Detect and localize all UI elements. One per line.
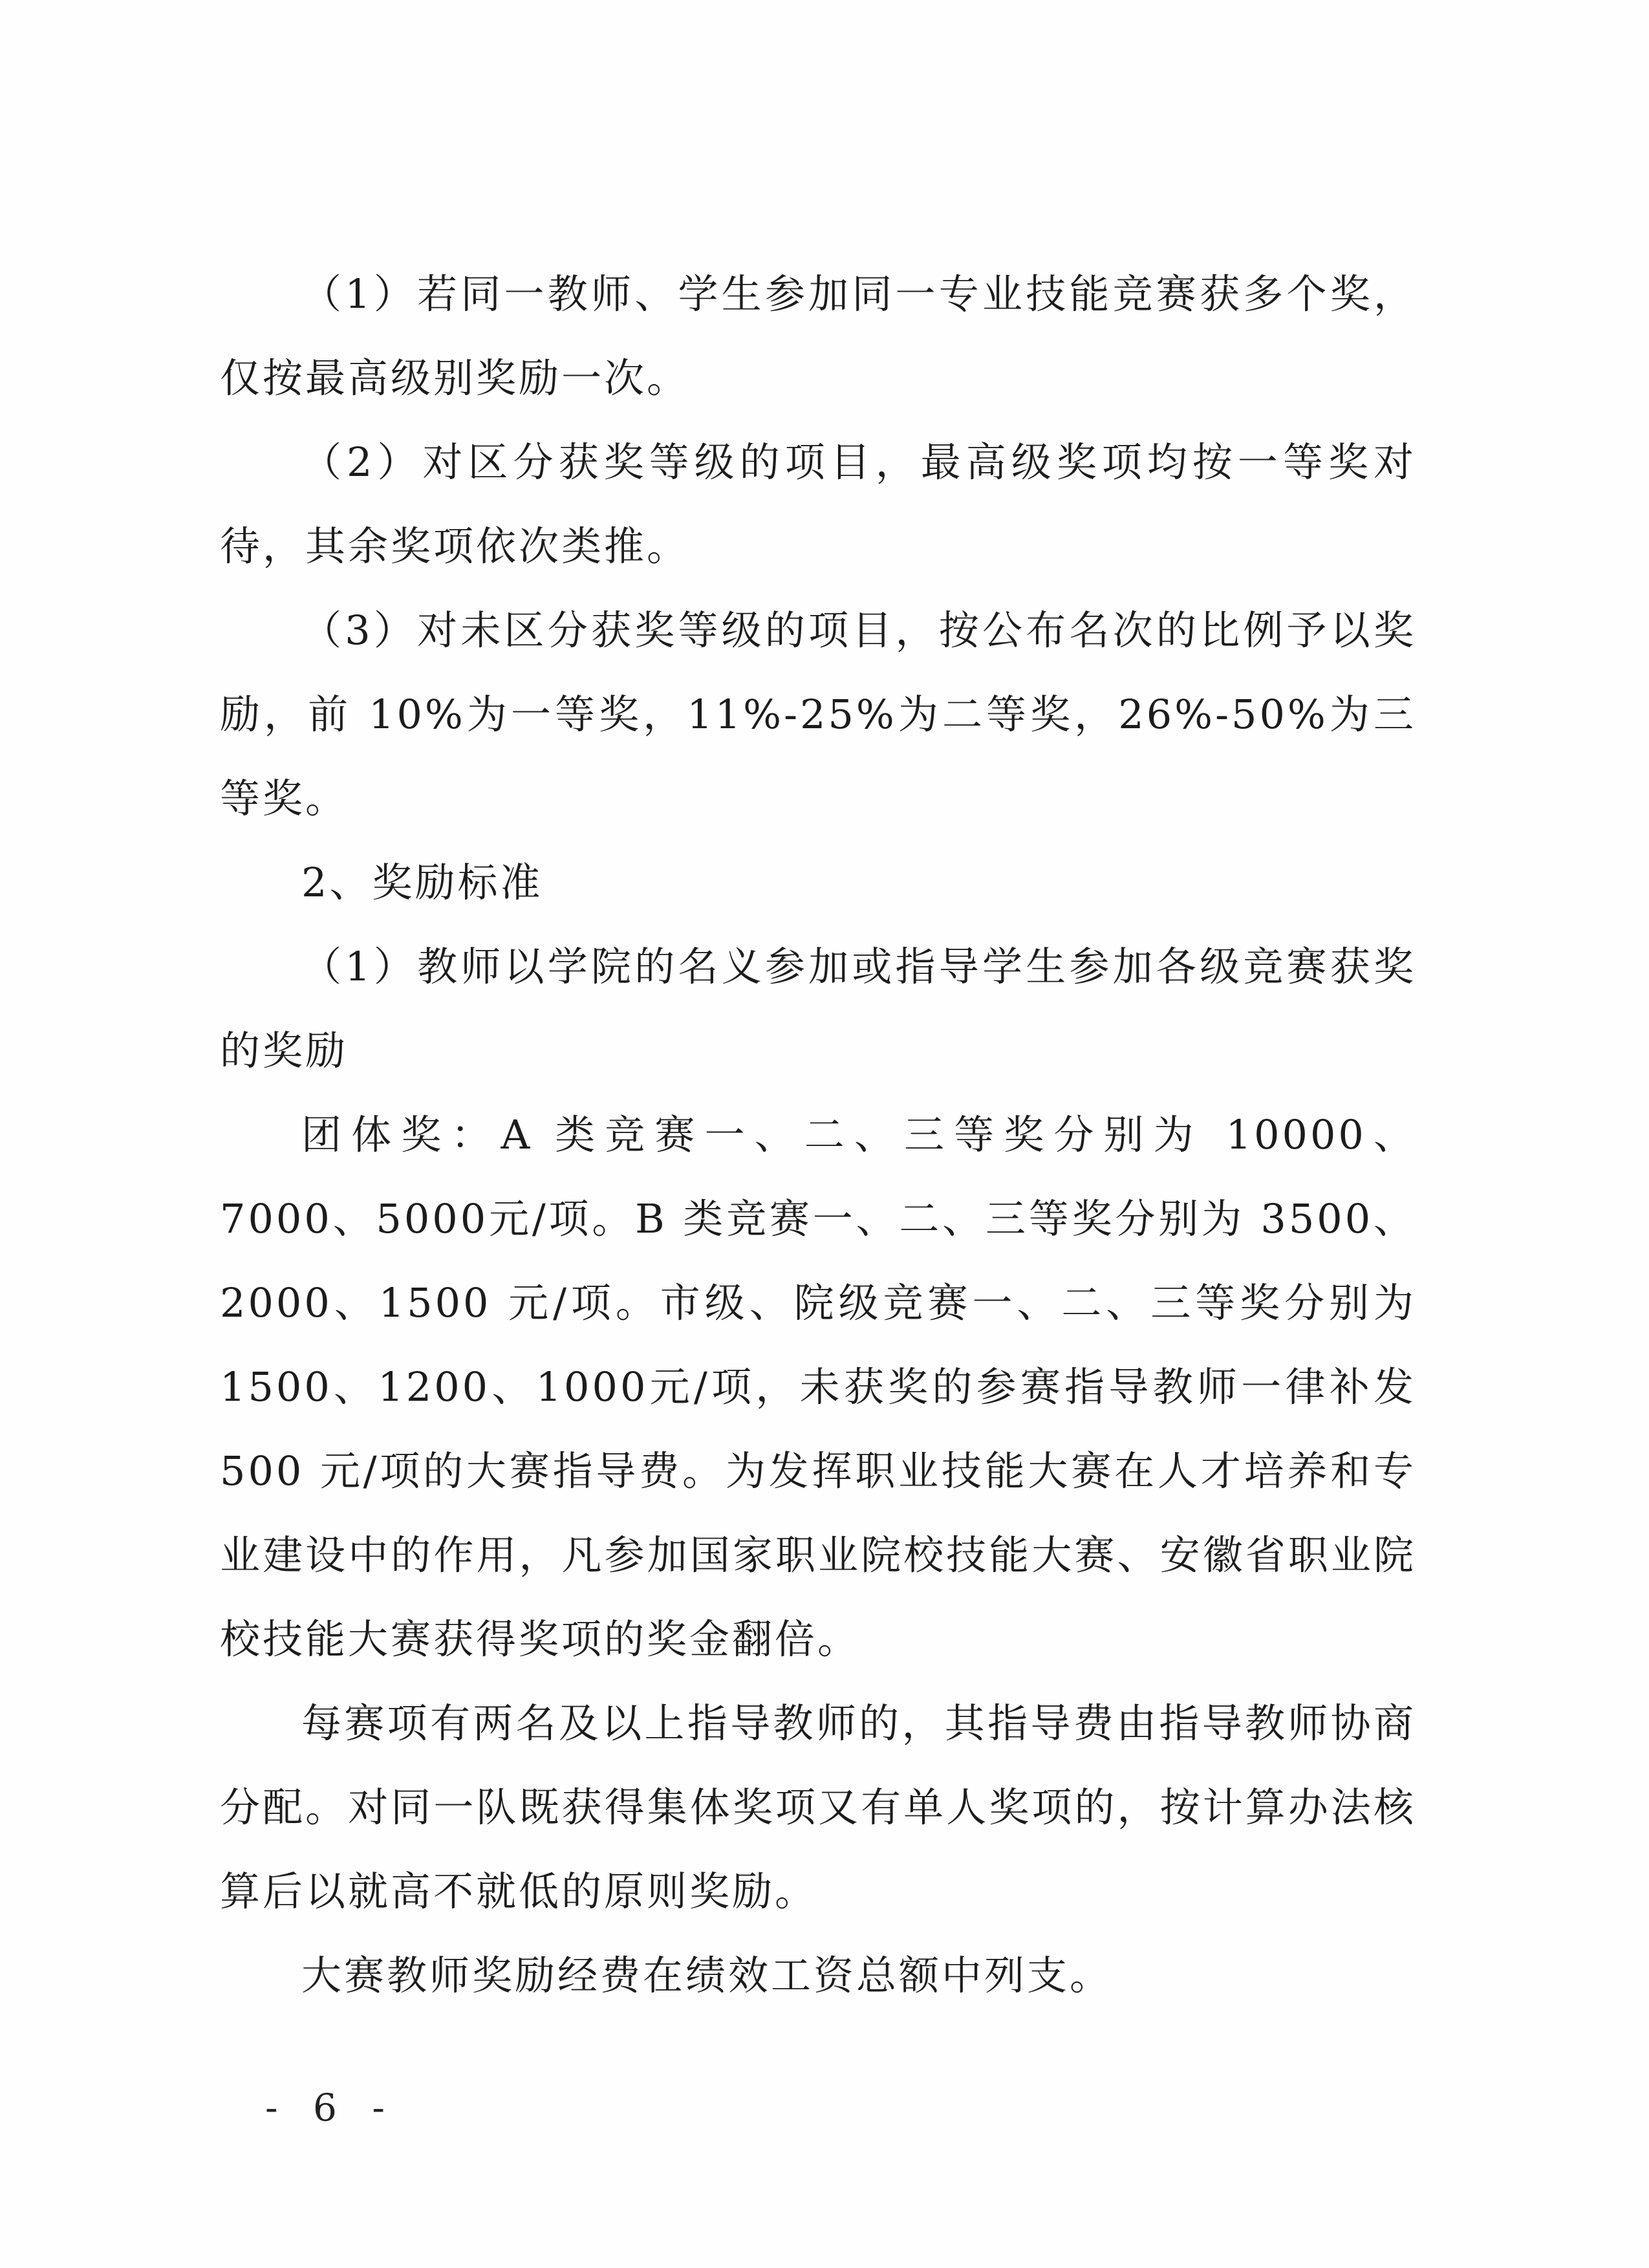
paragraph-guidance-fee: 每赛项有两名及以上指导教师的，其指导费由指导教师协商分配。对同一队既获得集体奖项又有单人奖项的，按计算办法核算后以就高不就低的原则奖励。 — [220, 1700, 1416, 1915]
document-body — [220, 252, 1416, 2018]
paragraph-rule-3: （3）对未区分获奖等级的项目，按公布名次的比例予以奖励，前 10%为一等奖，11%-25%为二等奖，26%-50%为三等奖。 — [220, 607, 1416, 822]
paragraph-funding-source: 大赛教师奖励经费在绩效工资总额中列支。 — [301, 1952, 1113, 1999]
page-number: - 6 - — [265, 2086, 396, 2130]
paragraph-team-award: 团体奖：A 类竞赛一、二、三等奖分别为 10000、7000、5000元/项。B 类竞赛一、二、三等奖分别为 3500、2000、1500 元/项。市级、院级竞赛一、二、三等奖分别为 1500、1200、1000元/项，未获奖的参赛指导教师一律补发 500 元/项的大赛指导费。为发挥职业技能大赛在人才培养和专业建设中的作用，凡参加国家职业院校技能大赛、安徽省职业院校技能大赛获得奖项的奖金翻倍。 — [220, 1111, 1416, 1663]
paragraph-rule-1: （1）若同一教师、学生参加同一专业技能竞赛获多个奖，仅按最高级别奖励一次。 — [220, 270, 1416, 402]
paragraph-rule-2: （2）对区分获奖等级的项目，最高级奖项均按一等奖对待，其余奖项依次类推。 — [220, 438, 1416, 570]
section-heading-reward-standard: 2、奖励标准 — [301, 859, 543, 906]
paragraph-teacher-reward: （1）教师以学院的名义参加或指导学生参加各级竞赛获奖的奖励 — [220, 943, 1416, 1074]
